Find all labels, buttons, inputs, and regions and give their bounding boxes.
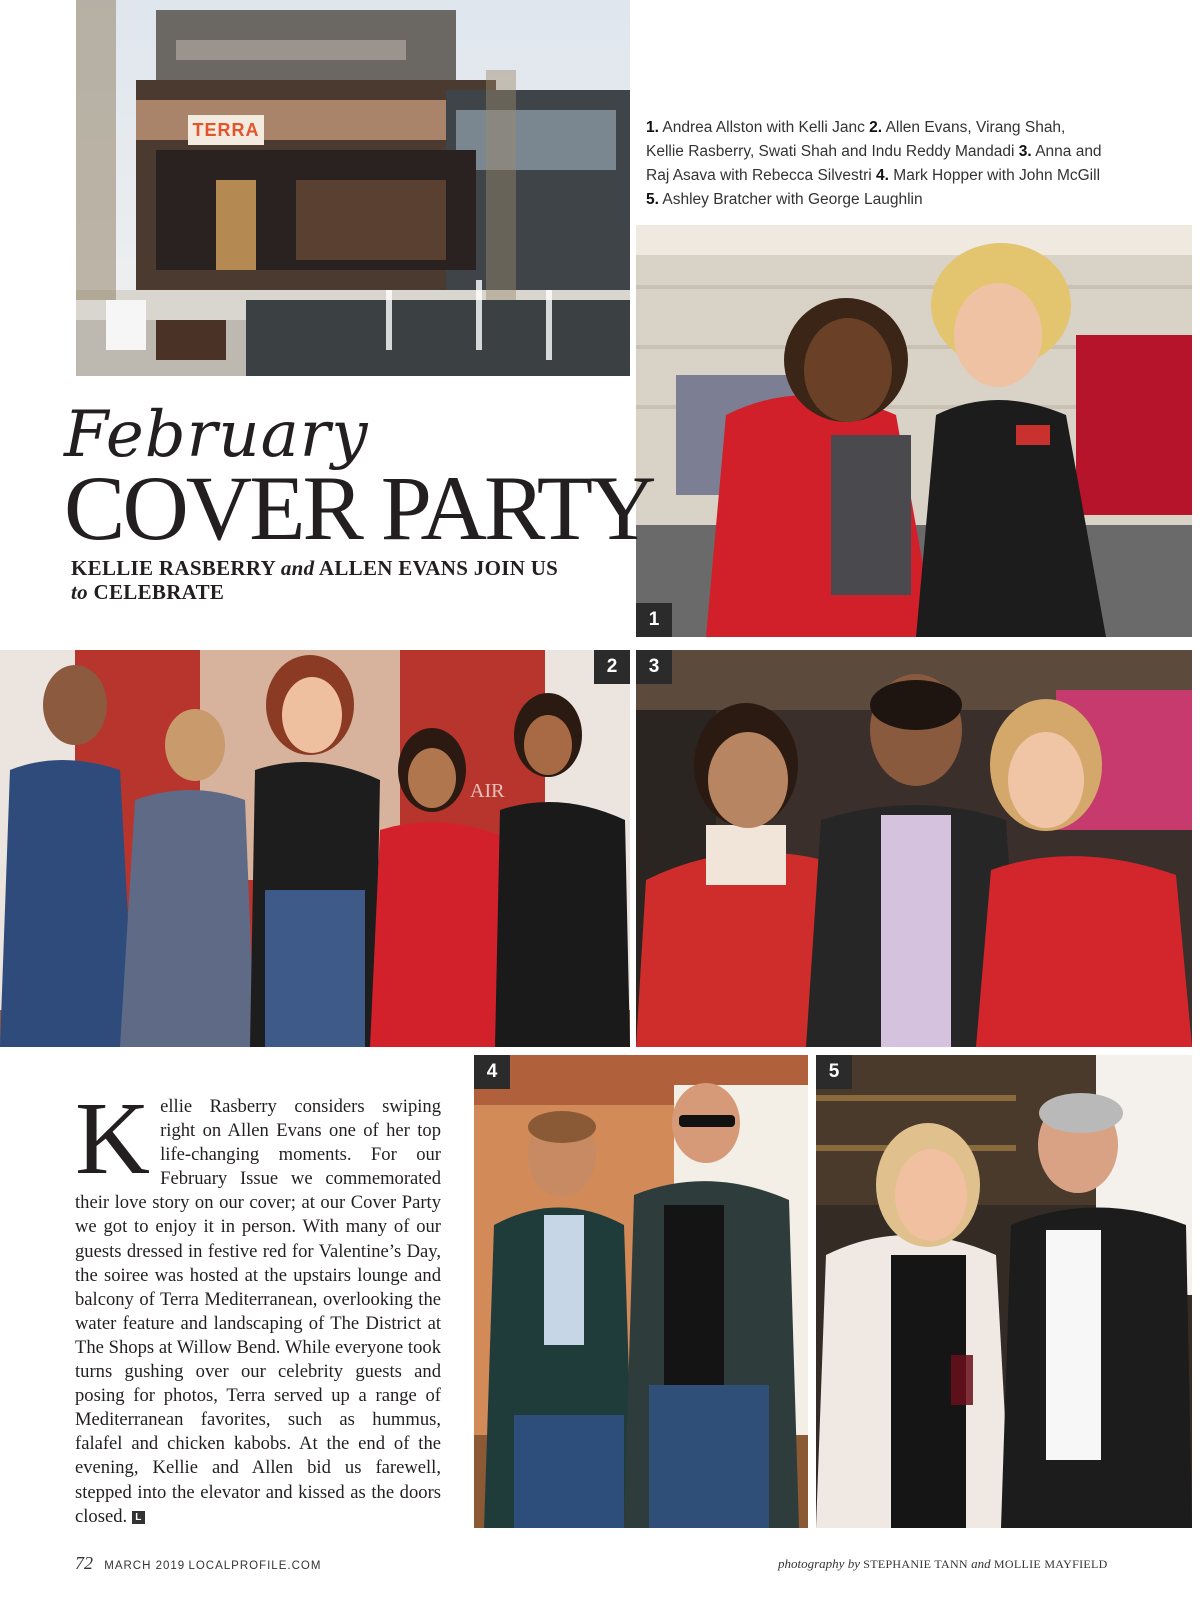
- photo-number-badge: 5: [816, 1055, 852, 1089]
- page-title: COVER PARTY: [64, 457, 654, 559]
- photo-4: [474, 1055, 808, 1528]
- caption-number: 1.: [646, 119, 659, 136]
- subtitle-italic: and: [280, 556, 315, 580]
- photo-3: [636, 650, 1192, 1047]
- caption-number: 5.: [646, 191, 659, 208]
- photo-number-badge: 1: [636, 603, 672, 637]
- terra-sign: TERRA: [188, 115, 264, 145]
- article-text: ellie Rasberry considers swiping right on Allen Evans one of her top life-changing moments. For our February Issue we commemorated their love story on our cover; at our Cover Party we got to enjoy it in person. With many of our guests dressed in festive red for Valentine’s Day, the soiree was hosted at the upstairs lounge and balcony of Terra Mediterranean, overlooking the water feature and landscaping of The District at The Shops at Willow Bend. While everyone took turns gushing over our celebrity guests and posing for photos, Terra served up a range of Mediterranean favorites, such as hummus, falafel and chicken kabobs. At the end of the evening, Kellie and Allen bid us farewell, stepped into the elevator and kissed as the doors closed.: [75, 1096, 441, 1527]
- subtitle-part: ALLEN EVANS JOIN US: [318, 556, 559, 580]
- photo-1: [636, 225, 1192, 637]
- page-folio: [75, 1553, 321, 1574]
- credit-and: and: [971, 1556, 991, 1571]
- subtitle: [71, 556, 611, 604]
- subtitle-part: CELEBRATE: [93, 580, 225, 604]
- caption-text: Ashley Bratcher with George Laughlin: [662, 191, 923, 208]
- photo-number-badge: 4: [474, 1055, 510, 1089]
- photo-credit: [778, 1556, 1108, 1572]
- photographer-name: STEPHANIE TANN: [863, 1557, 968, 1571]
- page-number: 72: [75, 1553, 93, 1573]
- end-mark-icon: L: [132, 1511, 145, 1524]
- photo-number-badge: 2: [594, 650, 630, 684]
- caption-number: 4.: [876, 167, 889, 184]
- issue-date: MARCH 2019: [104, 1560, 186, 1572]
- caption-text: Anna and Raj Asava with Rebecca Silvestri: [646, 143, 1102, 184]
- photo-captions: [646, 116, 1106, 212]
- article-body: [75, 1081, 441, 1529]
- subtitle-part: KELLIE RASBERRY: [71, 556, 276, 580]
- photo-5: [816, 1055, 1192, 1528]
- caption-text: Mark Hopper with John McGill: [893, 167, 1101, 184]
- caption-text: Allen Evans, Virang Shah, Kellie Rasberry, Swati Shah and Indu Reddy Mandadi: [646, 119, 1066, 160]
- restaurant-exterior-photo: [76, 0, 630, 376]
- subtitle-italic: to: [71, 580, 88, 604]
- caption-text: Andrea Allston with Kelli Janc: [662, 119, 865, 136]
- photographer-name: MOLLIE MAYFIELD: [993, 1557, 1108, 1571]
- backdrop-text: AIR: [470, 780, 505, 802]
- title-script: February: [64, 398, 369, 472]
- caption-number: 2.: [869, 119, 883, 136]
- photo-number-badge: 3: [636, 650, 672, 684]
- publication-site: LOCALPROFILE.COM: [188, 1560, 322, 1572]
- photo-2: [0, 650, 630, 1047]
- drop-cap: K: [75, 1081, 151, 1196]
- caption-number: 3.: [1018, 143, 1032, 160]
- credit-prefix: photography by: [778, 1556, 860, 1571]
